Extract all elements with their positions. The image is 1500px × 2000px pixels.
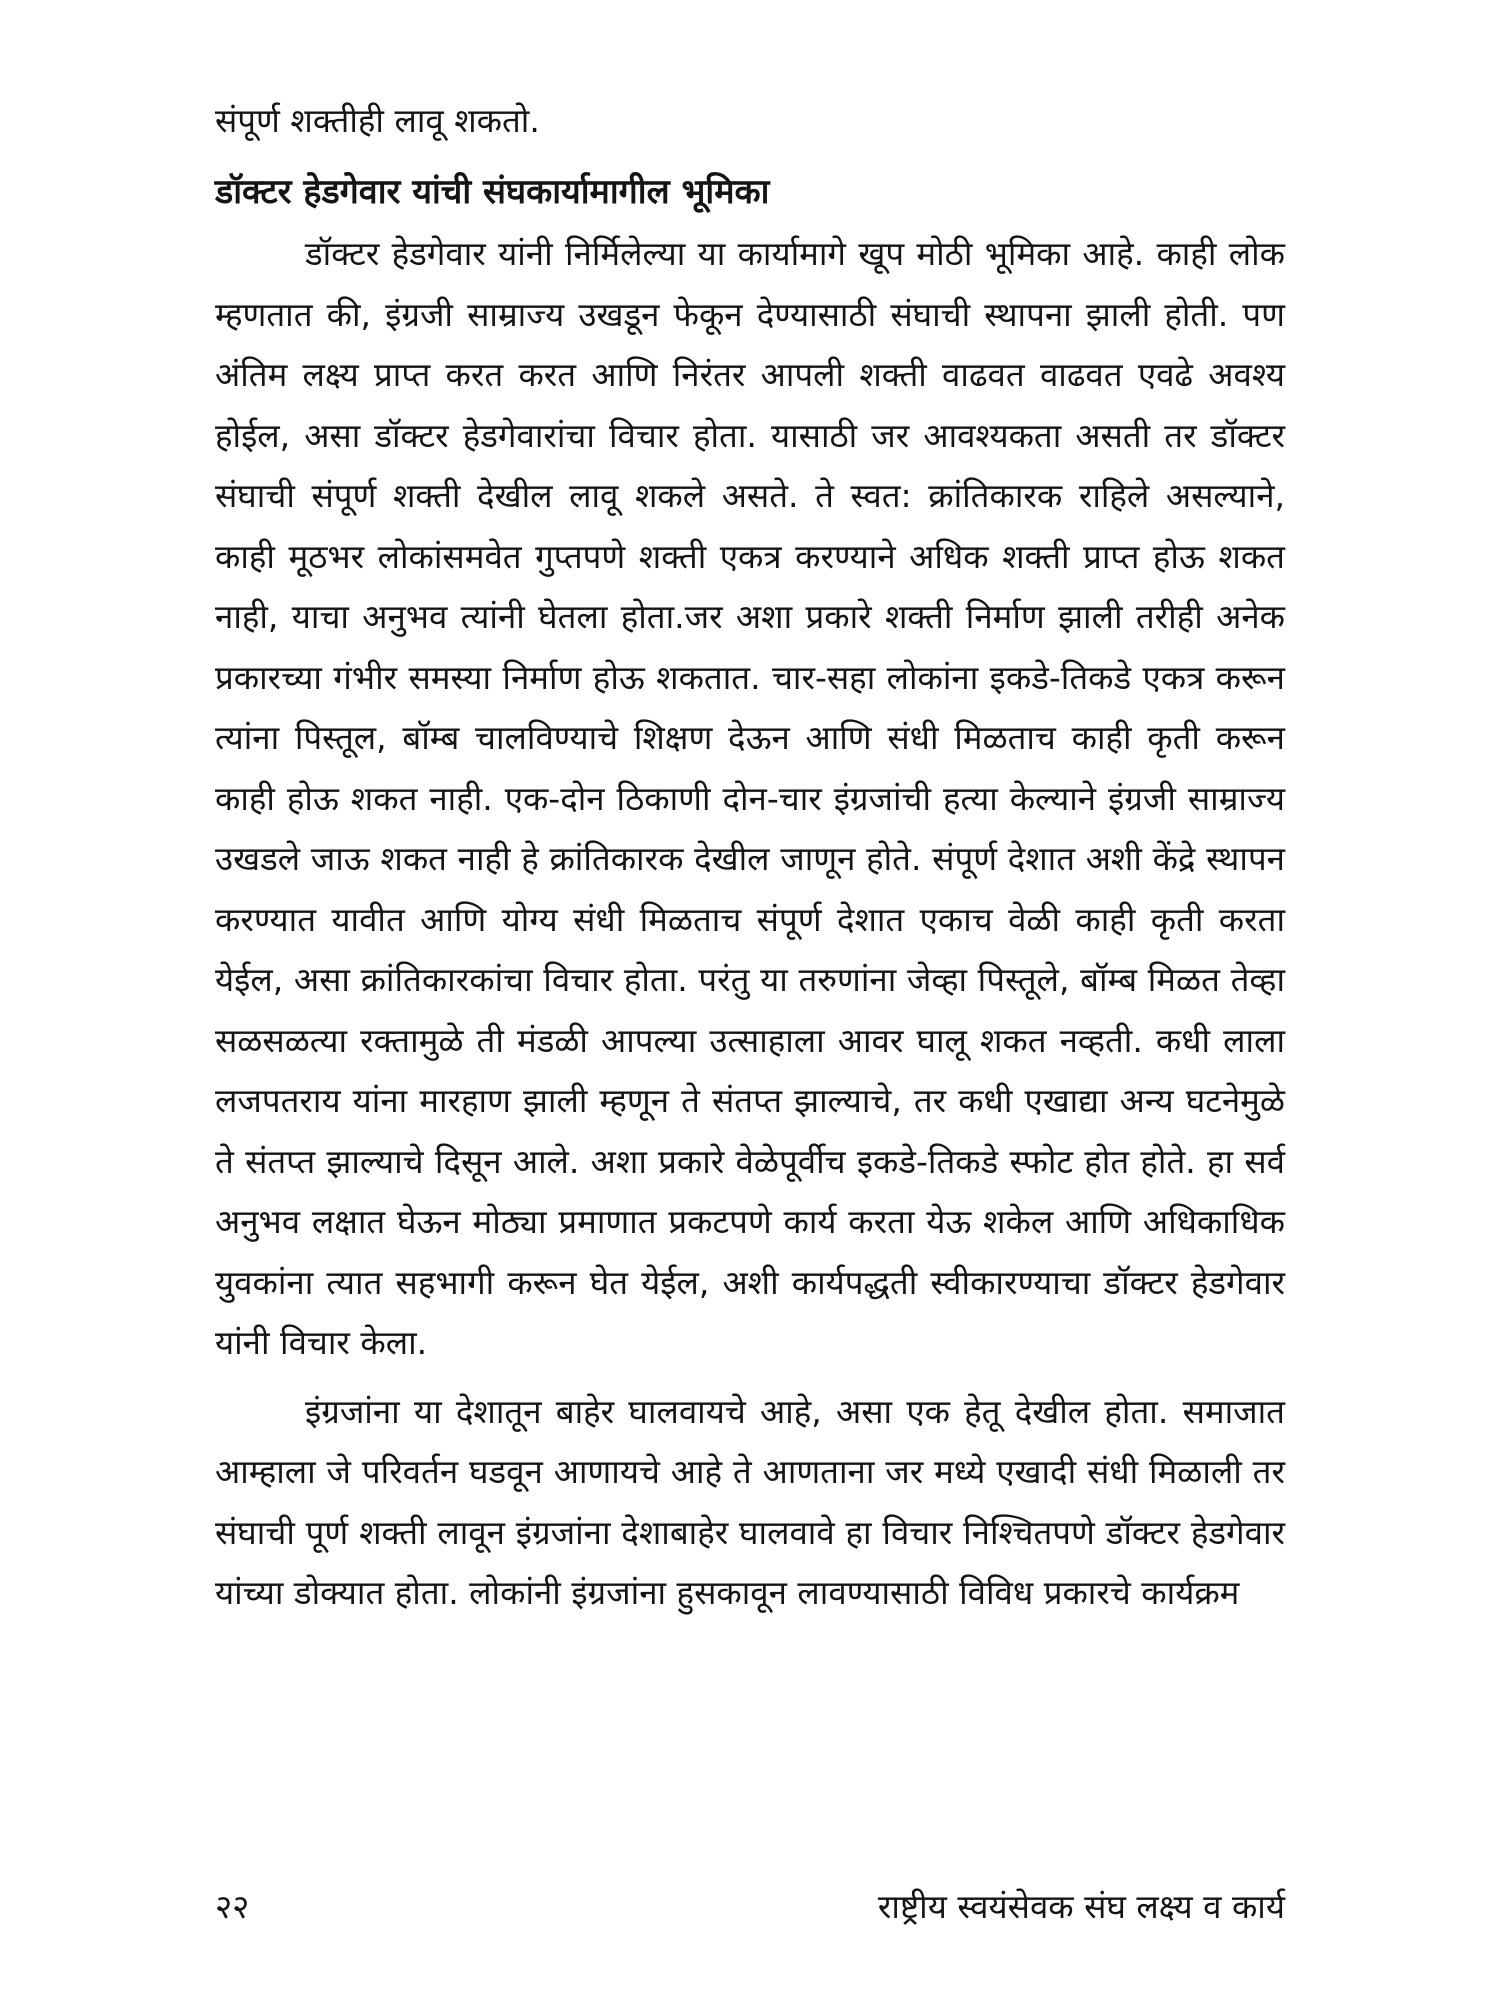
document-page bbox=[215, 90, 1285, 1970]
opening-line: संपूर्ण शक्तीही लावू शकतो. bbox=[215, 101, 540, 140]
running-title: राष्ट्रीय स्वयंसेवक संघ लक्ष्य व कार्य bbox=[877, 1887, 1285, 1926]
body-paragraph: डॉक्टर हेडगेवार यांनी निर्मिलेल्या या कार्यामागे खूप मोठी भूमिका आहे. काही लोक म्हणतात की, इंग्रजी साम्राज्य उखडून फेकून देण्यासाठी संघाची स्थापना झाली होती. पण अंतिम लक्ष्य प्राप्त करत करत आणि निरंतर आपली शक्ती वाढवत वाढवत एवढे अवश्य होईल, असा डॉक्टर हेडगेवारांचा विचार होता. यासाठी जर आवश्यकता असती तर डॉक्टर संघाची संपूर्ण शक्ती देखील लावू शकले असते. ते स्वत: क्रांतिकारक राहिले असल्याने, काही मूठभर लोकांसमवेत गुप्तपणे शक्ती एकत्र करण्याने अधिक शक्ती प्राप्त होऊ शकत नाही, याचा अनुभव त्यांनी घेतला होता.जर अशा प्रकारे शक्ती निर्माण झाली तरीही अनेक प्रकारच्या गंभीर समस्या निर्माण होऊ शकतात. चार-सहा लोकांना इकडे-तिकडे एकत्र करून त्यांना पिस्तूल, बॉम्ब चालविण्याचे शिक्षण देऊन आणि संधी मिळताच काही कृती करून काही होऊ शकत नाही. एक-दोन ठिकाणी दोन-चार इंग्रजांची हत्या केल्याने इंग्रजी साम्राज्य उखडले जाऊ शकत नाही हे क्रांतिकारक देखील जाणून होते. संपूर्ण देशात अशी केंद्रे स्थापन करण्यात यावीत आणि योग्य संधी मिळताच संपूर्ण देशात एकाच वेळी काही कृती करता येईल, असा क्रांतिकारकांचा विचार होता. परंतु या तरुणांना जेव्हा पिस्तूले, बॉम्ब मिळत तेव्हा सळसळत्या रक्तामुळे ती मंडळी आपल्या उत्साहाला आवर घालू शकत नव्हती. कधी लाला लजपतराय यांना मारहाण झाली म्हणून ते संतप्त झाल्याचे, तर कधी एखाद्या अन्य घटनेमुळे ते संतप्त झाल्याचे दिसून आले. अशा प्रकारे वेळेपूर्वीच इकडे-तिकडे स्फोट होत होते. हा सर्व अनुभव लक्षात घेऊन मोठ्या प्रमाणात प्रकटपणे कार्य करता येऊ शकेल आणि अधिकाधिक युवकांना त्यात सहभागी करून घेत येईल, अशी कार्यपद्धती स्वीकारण्याचा डॉक्टर हेडगेवार यांनी विचार केला. bbox=[215, 234, 1285, 1362]
section-heading: डॉक्टर हेडगेवार यांची संघकार्यामागील भूमिका bbox=[215, 172, 770, 212]
page-footer bbox=[215, 1882, 1285, 1932]
page-number: २२ bbox=[215, 1887, 250, 1926]
body-paragraph: इंग्रजांना या देशातून बाहेर घालवायचे आहे, असा एक हेतू देखील होता. समाजात आम्हाला जे परिवर्तन घडवून आणायचे आहे ते आणताना जर मध्ये एखादी संधी मिळाली तर संघाची पूर्ण शक्ती लावून इंग्रजांना देशाबाहेर घालवावे हा विचार निश्चितपणे डॉक्टर हेडगेवार यांच्या डोक्यात होता. लोकांनी इंग्रजांना हुसकावून लावण्यासाठी विविध प्रकारचे कार्यक्रम bbox=[215, 1391, 1285, 1612]
